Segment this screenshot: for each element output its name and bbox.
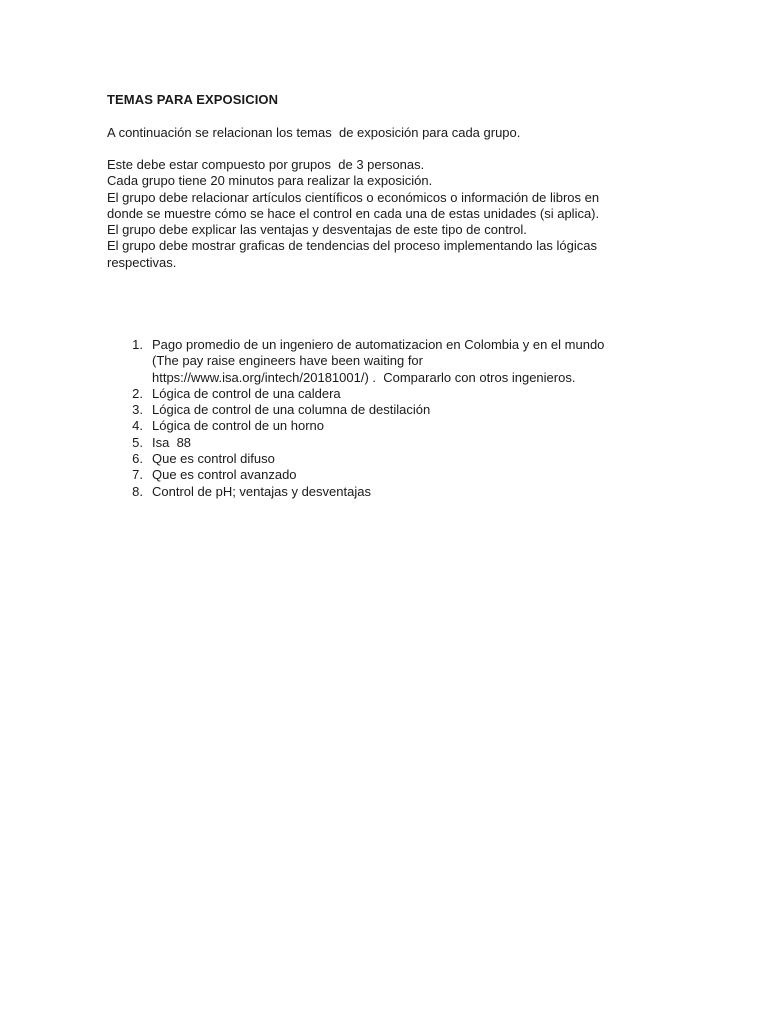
list-number: 2. [132, 385, 143, 401]
list-item-text: Pago promedio de un ingeniero de automatizacion en Colombia y en el mundo [152, 337, 605, 352]
intro-paragraph: A continuación se relacionan los temas de exposición para cada grupo. [107, 125, 521, 140]
list-item [127, 402, 667, 418]
list-number: 7. [132, 467, 143, 483]
rules-line: Este debe estar compuesto por grupos de 3 personas. [107, 157, 425, 172]
list-item-text: (The pay raise engineers have been waiting for [152, 353, 423, 369]
list-item [127, 386, 667, 402]
list-number: 5. [132, 434, 143, 450]
rules-line: Cada grupo tiene 20 minutos para realizar la exposición. [107, 173, 433, 189]
list-item [127, 467, 667, 483]
topics-list [127, 337, 667, 500]
list-item-text: Isa 88 [152, 434, 192, 450]
list-number: 1. [132, 337, 143, 352]
rules-line: donde se muestre cómo se hace el control en cada una de estas unidades (si aplica). [107, 205, 600, 221]
list-item-text: Que es control difuso [152, 451, 275, 467]
list-item-text: Que es control avanzado [152, 467, 297, 483]
rules-paragraph [107, 157, 667, 271]
list-item [127, 418, 667, 434]
list-item-text: Lógica de control de una caldera [152, 385, 341, 401]
document-title: TEMAS PARA EXPOSICION [107, 92, 279, 107]
list-item-text: Lógica de control de una columna de destilación [152, 402, 431, 418]
list-item-text: https://www.isa.org/intech/20181001/) . Compararlo con otros ingenieros. [152, 369, 576, 385]
rules-line: El grupo debe relacionar artículos científicos o económicos o información de libros en [107, 189, 600, 205]
list-item [127, 484, 667, 500]
list-number: 4. [132, 418, 143, 434]
rules-line: El grupo debe explicar las ventajas y desventajas de este tipo de control. [107, 222, 527, 238]
list-item [127, 435, 667, 451]
list-number: 3. [132, 402, 143, 418]
rules-line: respectivas. [107, 254, 177, 270]
list-number: 6. [132, 451, 143, 467]
list-item [127, 337, 667, 386]
list-item-text: Control de pH; ventajas y desventajas [152, 483, 371, 499]
list-item [127, 451, 667, 467]
list-item-text: Lógica de control de un horno [152, 418, 325, 434]
rules-line: El grupo debe mostrar graficas de tendencias del proceso implementando las lógicas [107, 238, 597, 254]
list-number: 8. [132, 483, 143, 499]
